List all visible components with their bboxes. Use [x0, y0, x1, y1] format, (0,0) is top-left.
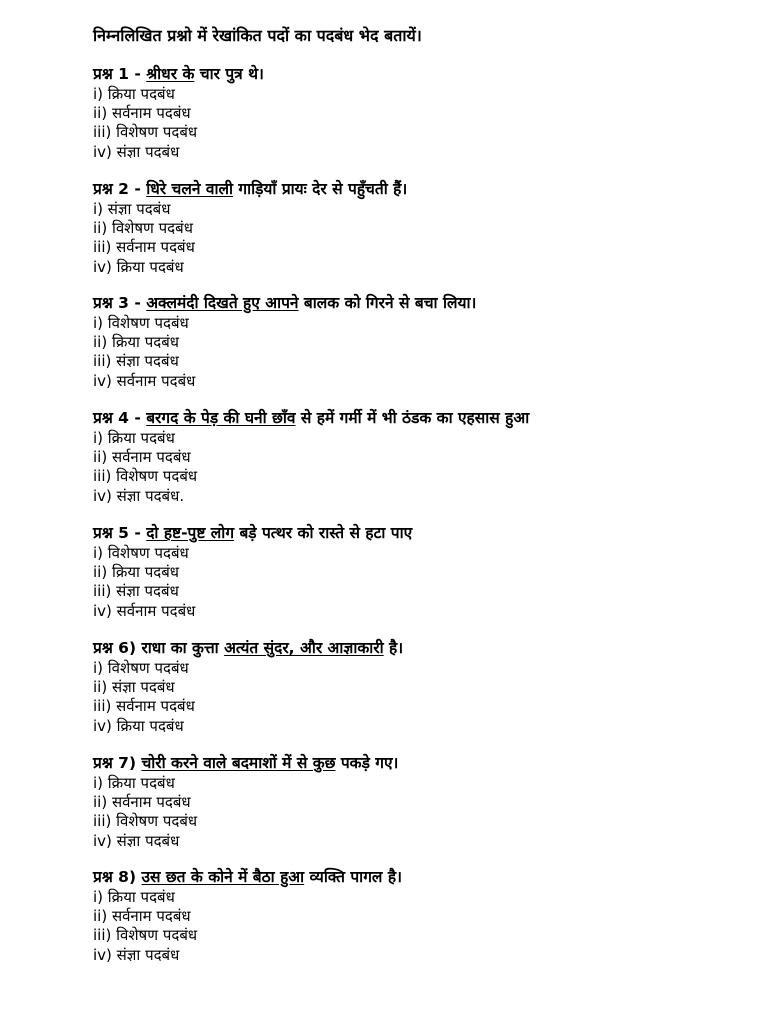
option-ii: ii) विशेषण पदबंध: [93, 219, 193, 238]
option-iv: iv) सर्वनाम पदबंध: [93, 601, 196, 620]
option-i: i) विशेषण पदबंध: [93, 659, 189, 677]
option-ii: ii) सर्वनाम पदबंध: [93, 907, 191, 926]
underlined-phrase: अक्लमंदी दिखते हुए आपने: [146, 294, 299, 312]
option-iv: iv) क्रिया पदबंध: [93, 716, 184, 735]
underlined-phrase: धिरे चलने वाली: [146, 180, 233, 198]
question-rest: व्यक्ति पागल है।: [304, 868, 402, 886]
question-label: प्रश्न 6) राधा का कुत्ता: [93, 639, 225, 657]
option-i: i) विशेषण पदबंध: [93, 544, 189, 562]
question-rest: से हमें गर्मी में भी ठंडक का एहसास हुआ: [295, 409, 530, 427]
question-label: प्रश्न 3 -: [93, 294, 147, 312]
option-i: i) संज्ञा पदबंध: [93, 200, 171, 218]
question-2: [93, 178, 753, 277]
underlined-phrase: बरगद के पेड़ की घनी छाँव: [146, 409, 296, 427]
question-label: प्रश्न 7): [93, 754, 142, 772]
question-heading: [93, 752, 753, 774]
question-label: प्रश्न 2 -: [93, 180, 147, 198]
option-i: i) विशेषण पदबंध: [93, 314, 189, 332]
question-1: [93, 63, 753, 162]
question-rest: पकड़े गए।: [335, 754, 399, 772]
question-rest: है।: [383, 639, 404, 657]
underlined-phrase: श्रीधर के: [146, 65, 195, 83]
option-i: i) क्रिया पदबंध: [93, 85, 175, 103]
question-label: प्रश्न 1 -: [93, 65, 147, 83]
option-iii: iii) सर्वनाम पदबंध: [93, 697, 195, 716]
question-rest: बालक को गिरने से बचा लिया।: [298, 294, 477, 312]
option-ii: ii) क्रिया पदबंध: [93, 333, 179, 352]
question-heading: [93, 866, 753, 888]
question-3: [93, 292, 753, 391]
option-iv: iv) क्रिया पदबंध: [93, 257, 184, 276]
question-label: प्रश्न 8): [93, 868, 142, 886]
question-8: [93, 866, 753, 965]
option-iv: iv) संज्ञा पदबंध.: [93, 486, 185, 505]
question-heading: [93, 407, 753, 429]
question-heading: [93, 178, 753, 200]
question-label: प्रश्न 4 -: [93, 409, 147, 427]
option-iii: iii) विशेषण पदबंध: [93, 926, 198, 945]
option-iii: iii) संज्ञा पदबंध: [93, 582, 179, 601]
question-heading: [93, 637, 753, 659]
option-i: i) क्रिया पदबंध: [93, 888, 175, 906]
underlined-phrase: चोरी करने वाले बदमाशों में से कुछ: [141, 754, 336, 772]
option-ii: ii) संज्ञा पदबंध: [93, 678, 175, 697]
question-label: प्रश्न 5 -: [93, 524, 147, 542]
option-iv: iv) सर्वनाम पदबंध: [93, 371, 196, 390]
option-ii: ii) क्रिया पदबंध: [93, 563, 179, 582]
option-i: i) क्रिया पदबंध: [93, 429, 175, 447]
question-heading: [93, 292, 753, 314]
option-i: i) क्रिया पदबंध: [93, 774, 175, 792]
option-ii: ii) सर्वनाम पदबंध: [93, 793, 191, 812]
question-7: [93, 752, 753, 851]
worksheet-title: निम्नलिखित प्रश्नो में रेखांकित पदों का पदबंध भेद बतायें।: [93, 26, 422, 45]
question-rest: चार पुत्र थे।: [194, 65, 264, 83]
option-iii: iii) विशेषण पदबंध: [93, 467, 198, 486]
option-iv: iv) संज्ञा पदबंध: [93, 831, 180, 850]
option-ii: ii) सर्वनाम पदबंध: [93, 448, 191, 467]
underlined-phrase: अत्यंत सुंदर, और आज्ञाकारी: [224, 639, 384, 657]
underlined-phrase: दो हष्ट-पुष्ट लोग: [146, 524, 235, 542]
question-rest: बड़े पत्थर को रास्ते से हटा पाए: [234, 524, 413, 542]
question-rest: गाड़ियाँ प्रायः देर से पहुँचती हैं।: [232, 180, 408, 198]
option-iii: iii) विशेषण पदबंध: [93, 123, 198, 142]
question-heading: [93, 63, 753, 85]
question-6: [93, 637, 753, 736]
question-4: [93, 407, 753, 506]
question-heading: [93, 522, 753, 544]
option-iv: iv) संज्ञा पदबंध: [93, 945, 180, 964]
question-5: [93, 522, 753, 621]
option-iii: iii) सर्वनाम पदबंध: [93, 238, 195, 257]
option-ii: ii) सर्वनाम पदबंध: [93, 104, 191, 123]
option-iv: iv) संज्ञा पदबंध: [93, 142, 180, 161]
option-iii: iii) विशेषण पदबंध: [93, 812, 198, 831]
underlined-phrase: उस छत के कोने में बैठा हुआ: [141, 868, 305, 886]
option-iii: iii) संज्ञा पदबंध: [93, 352, 179, 371]
